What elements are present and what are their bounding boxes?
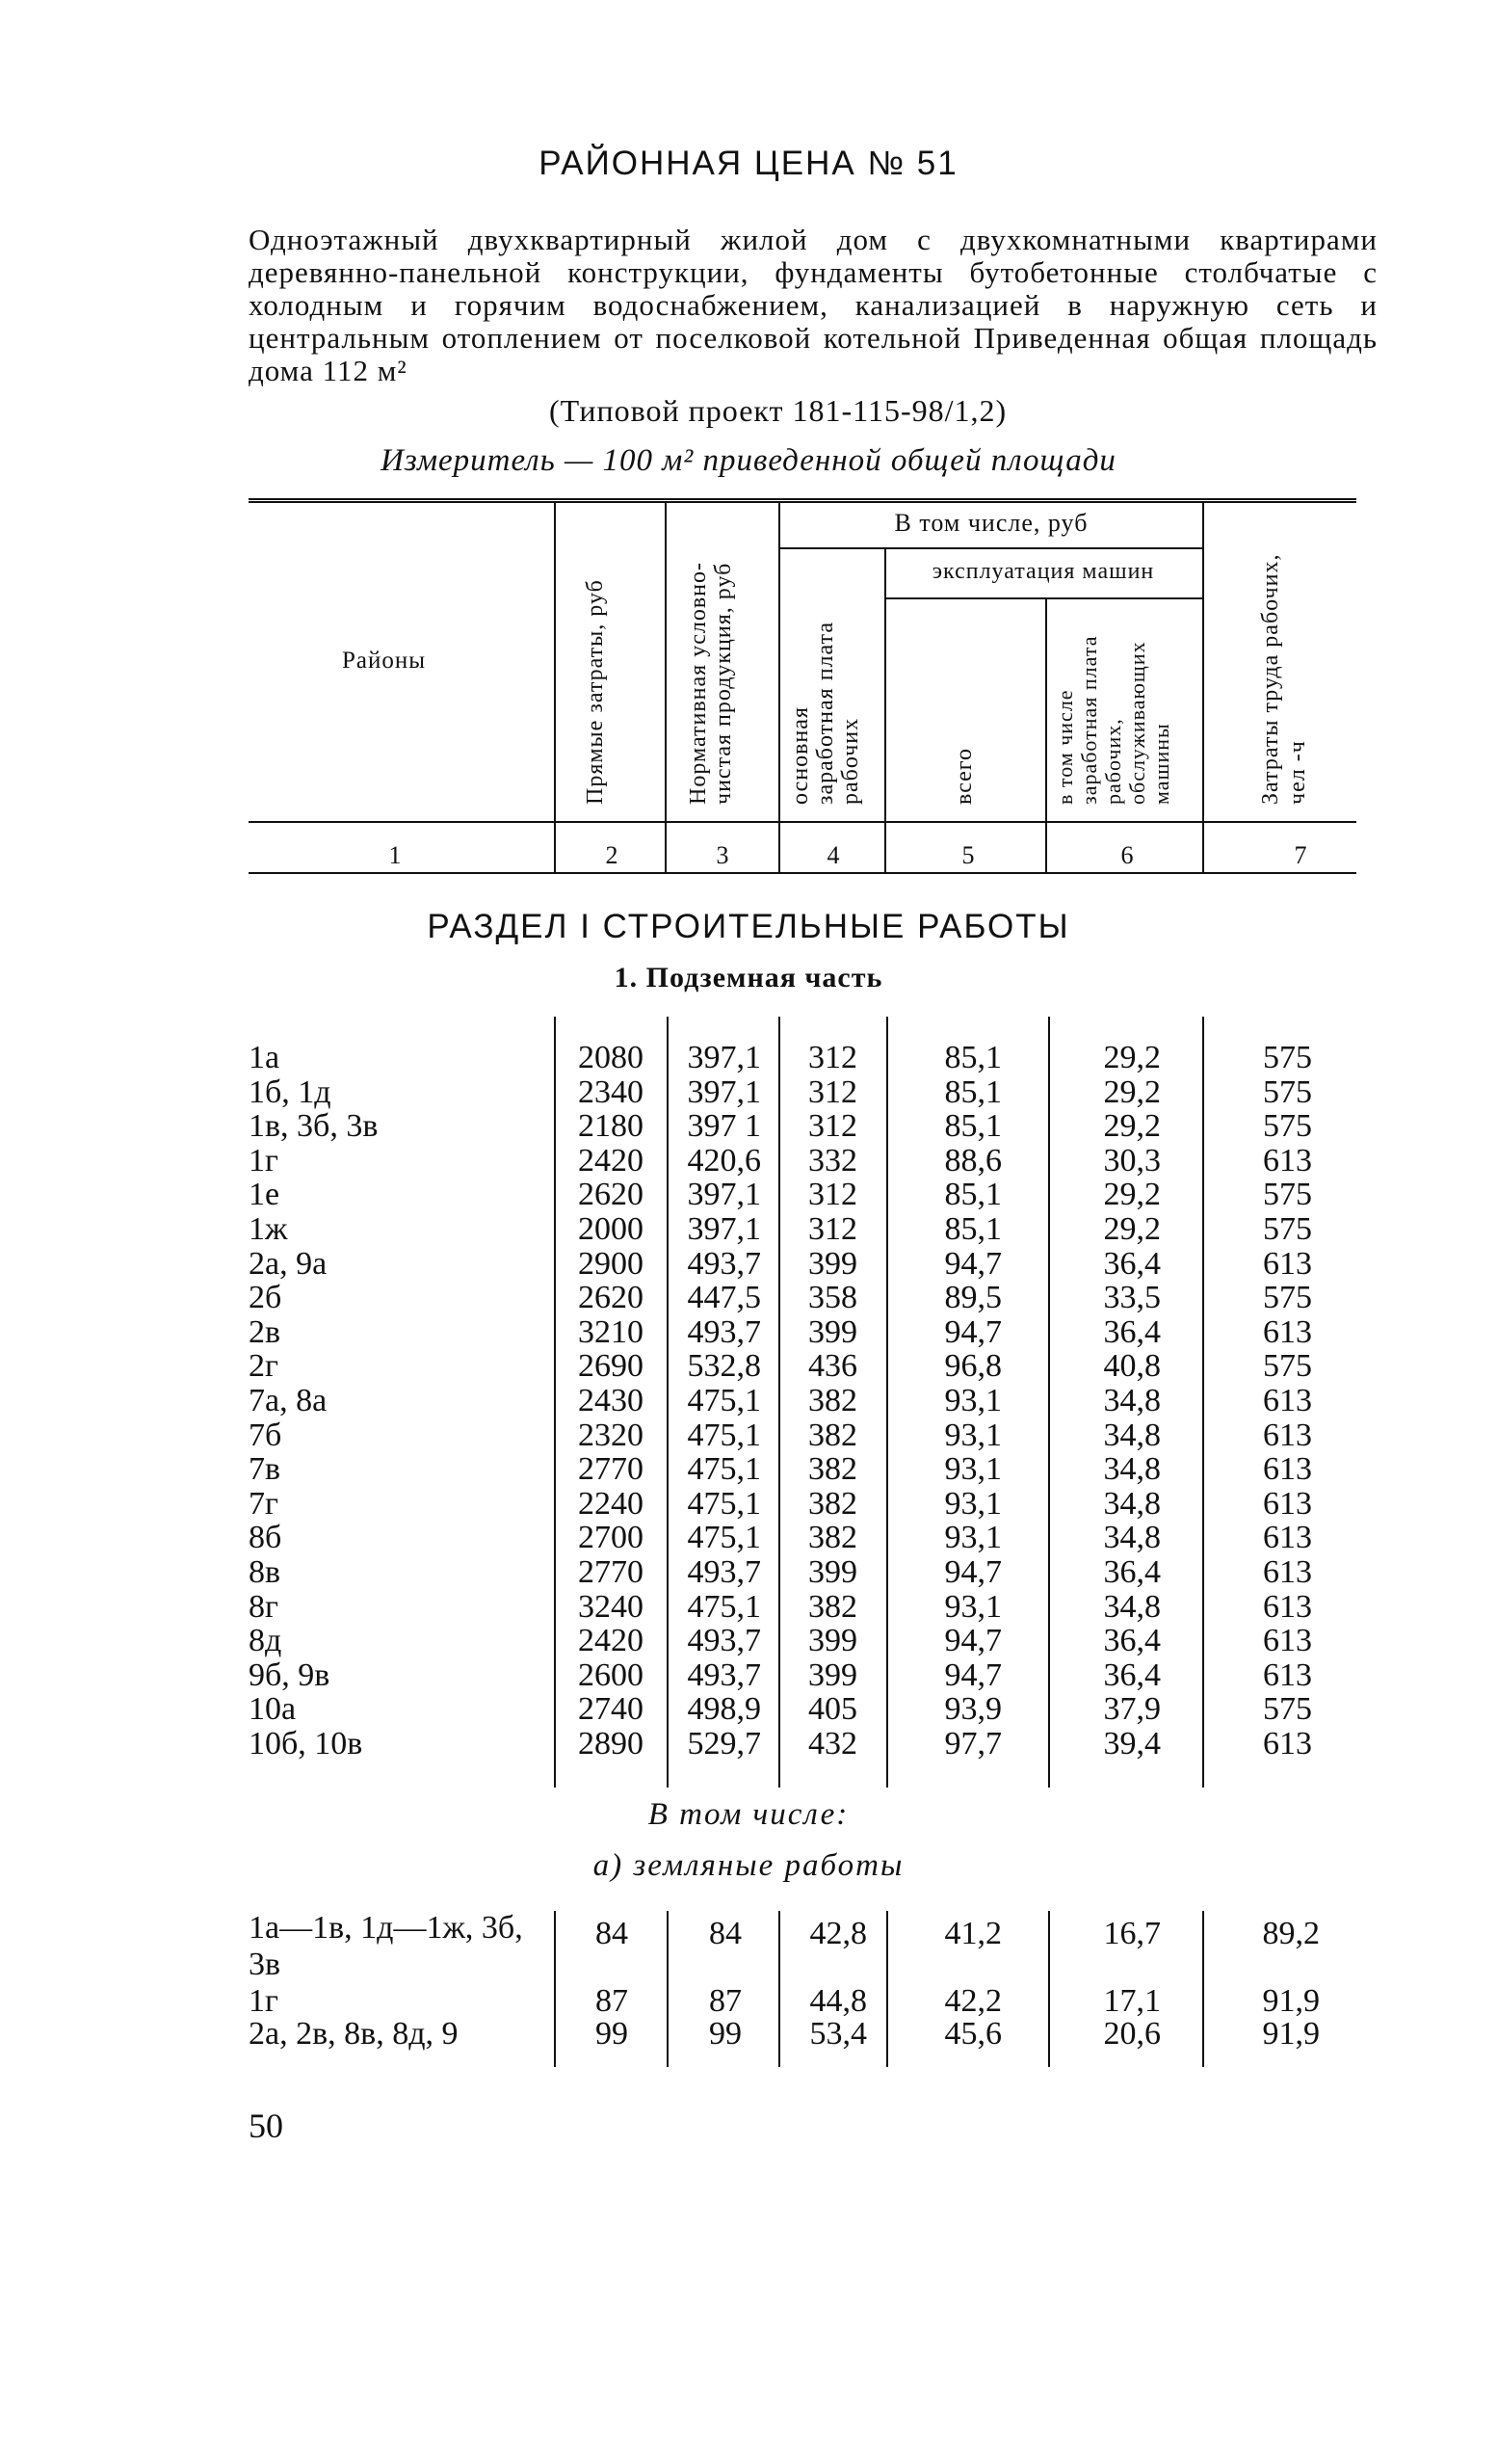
region-cell: 7г	[249, 1485, 278, 1522]
header-normative-output-text: Нормативная условно-чистая продукция, руб	[686, 561, 736, 805]
value-cell-c3: 397,1	[687, 1211, 761, 1247]
value-cell-c4: 382	[808, 1520, 857, 1556]
region-cell: 10а	[249, 1691, 297, 1728]
value-cell-c2: 2900	[578, 1245, 643, 1282]
value-cell-c2: 3240	[578, 1588, 643, 1625]
table-row	[0, 1349, 1497, 1384]
value-cell-c5: 94,7	[944, 1245, 1002, 1282]
value-cell-c3: 493,7	[687, 1245, 761, 1282]
value-cell-c6: 39,4	[1103, 1726, 1161, 1762]
value-cell-c7: 613	[1263, 1417, 1312, 1453]
value-cell-c5: 89,5	[944, 1280, 1002, 1316]
value-cell-c4: 312	[808, 1177, 857, 1213]
value-cell-c5: 94,7	[944, 1313, 1002, 1350]
value-cell-c5: 93,1	[944, 1520, 1002, 1556]
table-row	[0, 1521, 1497, 1555]
value-cell-c2: 2700	[578, 1520, 643, 1556]
value-cell-c4: 312	[808, 1211, 857, 1247]
value-cell-c4: 399	[808, 1623, 857, 1659]
table-row	[0, 1555, 1497, 1590]
value-cell-c3: 420,6	[687, 1142, 761, 1179]
value-cell-c7: 575	[1263, 1348, 1312, 1385]
region-cell: 1е	[249, 1177, 280, 1213]
page-number: 50	[249, 2106, 283, 2145]
value-cell-c6: 29,2	[1103, 1211, 1161, 1247]
value-cell-c4: 436	[808, 1348, 857, 1385]
header-direct-costs-text: Прямые затраты, руб	[583, 579, 608, 805]
table-row	[0, 1212, 1497, 1247]
value-cell-c5: 93,1	[944, 1451, 1002, 1488]
value-cell-c3: 498,9	[687, 1691, 761, 1728]
value-cell-c2: 2620	[578, 1177, 643, 1213]
region-cell-continued: 3в	[249, 1947, 281, 1982]
value-cell-c4: 312	[808, 1108, 857, 1145]
table-row	[0, 1487, 1497, 1522]
value-cell-c6: 34,8	[1103, 1451, 1161, 1488]
earthworks-label: а) земляные работы	[592, 1848, 905, 1883]
value-cell-c2: 2000	[578, 1211, 643, 1247]
value-cell-c2: 2740	[578, 1691, 643, 1728]
description: Одноэтажный двухквартирный жилой дом с двухкомнатными квартирами деревянно-панельной конструкции, фундаменты бутобетонные столбчатые с холодным и горячим водоснабжением, канализацией в наружную сеть и центральным отоплением от поселковой котельной Приведенная общая площадь дома 112 м²	[249, 223, 1378, 387]
value-cell-c4: 312	[808, 1040, 857, 1075]
col-divider-3	[778, 501, 780, 872]
value-cell-c3: 99	[709, 2016, 742, 2052]
value-cell-c6: 17,1	[1103, 1983, 1161, 2019]
header-direct-costs	[583, 544, 609, 805]
header-base-wage	[788, 583, 863, 805]
value-cell-c2: 2620	[578, 1280, 643, 1316]
value-cell-c7: 613	[1263, 1451, 1312, 1488]
value-cell-c6: 29,2	[1103, 1040, 1161, 1075]
table-row	[0, 1315, 1497, 1350]
value-cell-c7: 575	[1263, 1108, 1312, 1145]
value-cell-c5: 88,6	[944, 1142, 1002, 1179]
value-cell-c5: 85,1	[944, 1040, 1002, 1075]
project-reference: (Типовой проект 181-115-98/1,2)	[549, 393, 1008, 428]
value-cell-c7: 613	[1263, 1245, 1312, 1282]
value-cell-c3: 397,1	[687, 1177, 761, 1213]
value-cell-c4: 382	[808, 1485, 857, 1522]
value-cell-c3: 493,7	[687, 1313, 761, 1350]
value-cell-c5: 93,9	[944, 1691, 1002, 1728]
value-cell-c6: 34,8	[1103, 1485, 1161, 1522]
value-cell-c6: 16,7	[1103, 1916, 1161, 1951]
value-cell-c4: 53,4	[809, 2016, 867, 2052]
value-cell-c4: 42,8	[809, 1916, 867, 1951]
header-bottom-rule	[249, 821, 1356, 823]
value-cell-c6: 33,5	[1103, 1280, 1161, 1316]
earth-divider-6	[1202, 1911, 1204, 2067]
value-cell-c3: 397 1	[687, 1108, 761, 1145]
value-cell-c6: 36,4	[1103, 1656, 1161, 1693]
table-row	[0, 1727, 1497, 1762]
header-total-text: всего	[952, 747, 977, 805]
value-cell-c7: 613	[1263, 1142, 1312, 1179]
value-cell-c4: 382	[808, 1451, 857, 1488]
value-cell-c2: 2340	[578, 1073, 643, 1110]
value-cell-c3: 87	[709, 1983, 742, 2019]
value-cell-c4: 399	[808, 1656, 857, 1693]
header-machine-wage-text: в том числе заработная плата рабочих, обслуживающих машины	[1053, 635, 1173, 805]
value-cell-c2: 84	[595, 1916, 628, 1951]
value-cell-c7: 613	[1263, 1656, 1312, 1693]
value-cell-c4: 358	[808, 1280, 857, 1316]
table-row	[0, 1041, 1497, 1075]
value-cell-c2: 2180	[578, 1108, 643, 1145]
value-cell-c6: 29,2	[1103, 1177, 1161, 1213]
value-cell-c3: 493,7	[687, 1554, 761, 1590]
table-row	[0, 1590, 1497, 1625]
value-cell-c5: 85,1	[944, 1108, 1002, 1145]
region-cell: 1б, 1д	[249, 1073, 331, 1110]
region-cell: 8г	[249, 1588, 278, 1625]
table-row	[0, 1109, 1497, 1144]
value-cell-c2: 87	[595, 1983, 628, 2019]
value-cell-c7: 613	[1263, 1520, 1312, 1556]
value-cell-c2: 2420	[578, 1142, 643, 1179]
value-cell-c7: 575	[1263, 1280, 1312, 1316]
value-cell-c7: 613	[1263, 1623, 1312, 1659]
value-cell-c3: 475,1	[687, 1451, 761, 1488]
table-row	[0, 1624, 1497, 1658]
value-cell-c2: 2240	[578, 1485, 643, 1522]
value-cell-c2: 2890	[578, 1726, 643, 1762]
value-cell-c3: 532,8	[687, 1348, 761, 1385]
value-cell-c6: 34,8	[1103, 1588, 1161, 1625]
value-cell-c7: 89,2	[1262, 1916, 1320, 1951]
header-labor-costs	[1257, 516, 1311, 805]
value-cell-c4: 399	[808, 1245, 857, 1282]
col-number-4: 4	[827, 841, 840, 869]
col-divider-6	[1202, 501, 1204, 872]
col-number-5: 5	[961, 841, 975, 869]
region-cell: 1г	[249, 1142, 278, 1179]
header-machine-operation: эксплуатация машин	[932, 559, 1155, 584]
col-number-2: 2	[605, 841, 618, 869]
value-cell-c5: 94,7	[944, 1656, 1002, 1693]
col-divider-5	[1045, 599, 1047, 872]
region-cell: 8в	[249, 1554, 281, 1590]
value-cell-c7: 575	[1263, 1040, 1312, 1075]
header-top-rule-2	[249, 501, 1356, 503]
value-cell-c4: 312	[808, 1073, 857, 1110]
earth-divider-1	[554, 1911, 556, 2067]
value-cell-c2: 2080	[578, 1040, 643, 1075]
value-cell-c6: 30,3	[1103, 1142, 1161, 1179]
table-row	[0, 1247, 1497, 1282]
value-cell-c7: 575	[1263, 1177, 1312, 1213]
value-cell-c4: 399	[808, 1313, 857, 1350]
value-cell-c5: 93,1	[944, 1485, 1002, 1522]
value-cell-c4: 399	[808, 1554, 857, 1590]
header-base-wage-text: основная заработная плата рабочих	[788, 622, 863, 805]
region-cell: 8д	[249, 1623, 282, 1659]
region-cell: 1г	[249, 1983, 278, 2019]
value-cell-c3: 475,1	[687, 1588, 761, 1625]
col-divider-1	[554, 501, 556, 872]
value-cell-c7: 91,9	[1262, 1983, 1320, 2019]
value-cell-c2: 2770	[578, 1554, 643, 1590]
value-cell-c3: 475,1	[687, 1417, 761, 1453]
value-cell-c2: 3210	[578, 1313, 643, 1350]
measure-unit: Измеритель — 100 м² приведенной общей площади	[381, 443, 1116, 478]
value-cell-c6: 37,9	[1103, 1691, 1161, 1728]
value-cell-c4: 44,8	[809, 1983, 867, 2019]
region-cell: 7б	[249, 1417, 282, 1453]
table-row	[0, 1144, 1497, 1179]
header-in-total: В том числе, руб	[894, 509, 1089, 537]
value-cell-c6: 36,4	[1103, 1313, 1161, 1350]
value-cell-c6: 40,8	[1103, 1348, 1161, 1385]
value-cell-c3: 475,1	[687, 1520, 761, 1556]
value-cell-c4: 382	[808, 1383, 857, 1418]
value-cell-c3: 447,5	[687, 1280, 761, 1316]
table-row	[0, 1384, 1497, 1418]
col-number-1: 1	[388, 841, 402, 869]
header-rule-in-total	[780, 547, 1202, 549]
table-row	[0, 1658, 1497, 1693]
region-cell: 1а	[249, 1040, 280, 1075]
table-row	[0, 1452, 1497, 1487]
value-cell-c7: 575	[1263, 1691, 1312, 1728]
value-cell-c6: 20,6	[1103, 2016, 1161, 2052]
col-number-7: 7	[1294, 841, 1307, 869]
value-cell-c2: 2600	[578, 1656, 643, 1693]
value-cell-c5: 85,1	[944, 1211, 1002, 1247]
col-divider-4	[884, 549, 886, 872]
value-cell-c2: 2420	[578, 1623, 643, 1659]
value-cell-c2: 2690	[578, 1348, 643, 1385]
value-cell-c3: 475,1	[687, 1485, 761, 1522]
value-cell-c6: 29,2	[1103, 1073, 1161, 1110]
value-cell-c7: 575	[1263, 1211, 1312, 1247]
value-cell-c5: 85,1	[944, 1073, 1002, 1110]
col-divider-2	[665, 501, 667, 872]
value-cell-c5: 93,1	[944, 1417, 1002, 1453]
header-total	[952, 612, 978, 805]
value-cell-c2: 2320	[578, 1417, 643, 1453]
value-cell-c7: 575	[1263, 1073, 1312, 1110]
value-cell-c3: 397,1	[687, 1073, 761, 1110]
region-cell: 1ж	[249, 1211, 288, 1247]
earth-divider-4	[886, 1911, 888, 2067]
header-regions: Районы	[342, 648, 427, 674]
region-cell: 2в	[249, 1313, 281, 1350]
col-number-3: 3	[716, 841, 729, 869]
value-cell-c4: 382	[808, 1588, 857, 1625]
value-cell-c5: 42,2	[944, 1983, 1002, 2019]
header-rule-machines	[884, 597, 1202, 599]
value-cell-c5: 97,7	[944, 1726, 1002, 1762]
table-row	[0, 1178, 1497, 1212]
header-labor-costs-text: Затраты труда рабочих, чел -ч	[1258, 553, 1310, 805]
region-cell: 1а—1в, 1д—1ж, 3б,	[249, 1910, 523, 1946]
table-row	[0, 1418, 1497, 1453]
value-cell-c3: 529,7	[687, 1726, 761, 1762]
value-cell-c5: 94,7	[944, 1554, 1002, 1590]
value-cell-c7: 613	[1263, 1383, 1312, 1418]
value-cell-c6: 29,2	[1103, 1108, 1161, 1145]
value-cell-c2: 2430	[578, 1383, 643, 1418]
value-cell-c7: 613	[1263, 1726, 1312, 1762]
region-cell: 10б, 10в	[249, 1726, 363, 1762]
region-cell: 1в, 3б, 3в	[249, 1108, 379, 1145]
region-cell: 2б	[249, 1280, 282, 1316]
value-cell-c5: 45,6	[944, 2016, 1002, 2052]
value-cell-c6: 34,8	[1103, 1383, 1161, 1418]
including-label: В том числе:	[647, 1797, 850, 1832]
table-row	[0, 1281, 1497, 1315]
section-title: РАЗДЕЛ I СТРОИТЕЛЬНЫЕ РАБОТЫ	[427, 908, 1070, 945]
earth-divider-5	[1048, 1911, 1050, 2067]
value-cell-c5: 96,8	[944, 1348, 1002, 1385]
subsection-title: 1. Подземная часть	[614, 962, 883, 994]
region-cell: 9б, 9в	[249, 1656, 330, 1693]
region-cell: 8б	[249, 1520, 282, 1556]
region-cell: 7а, 8а	[249, 1383, 328, 1418]
value-cell-c7: 613	[1263, 1485, 1312, 1522]
earth-divider-2	[667, 1911, 669, 2067]
value-cell-c5: 94,7	[944, 1623, 1002, 1659]
value-cell-c4: 382	[808, 1417, 857, 1453]
colnum-bottom-rule	[249, 872, 1356, 874]
region-cell: 2а, 9а	[249, 1245, 328, 1282]
header-top-rule	[249, 498, 1356, 500]
region-cell: 7в	[249, 1451, 281, 1488]
col-number-6: 6	[1120, 841, 1134, 869]
value-cell-c6: 34,8	[1103, 1417, 1161, 1453]
value-cell-c3: 397,1	[687, 1040, 761, 1075]
header-machine-wage	[1053, 612, 1173, 805]
value-cell-c7: 613	[1263, 1554, 1312, 1590]
value-cell-c5: 41,2	[944, 1916, 1002, 1951]
value-cell-c2: 99	[595, 2016, 628, 2052]
value-cell-c6: 36,4	[1103, 1245, 1161, 1282]
value-cell-c4: 332	[808, 1142, 857, 1179]
value-cell-c6: 34,8	[1103, 1520, 1161, 1556]
value-cell-c7: 613	[1263, 1588, 1312, 1625]
value-cell-c3: 475,1	[687, 1383, 761, 1418]
value-cell-c5: 93,1	[944, 1588, 1002, 1625]
table-row	[0, 1692, 1497, 1727]
table-row	[0, 1075, 1497, 1110]
value-cell-c3: 84	[709, 1916, 742, 1951]
page-title: РАЙОННАЯ ЦЕНА № 51	[538, 145, 959, 182]
value-cell-c6: 36,4	[1103, 1554, 1161, 1590]
value-cell-c4: 405	[808, 1691, 857, 1728]
value-cell-c3: 493,7	[687, 1656, 761, 1693]
region-cell: 2г	[249, 1348, 278, 1385]
region-cell: 2а, 2в, 8в, 8д, 9	[249, 2016, 459, 2052]
value-cell-c5: 85,1	[944, 1177, 1002, 1213]
value-cell-c2: 2770	[578, 1451, 643, 1488]
earth-divider-3	[778, 1911, 780, 2067]
value-cell-c3: 493,7	[687, 1623, 761, 1659]
value-cell-c7: 613	[1263, 1313, 1312, 1350]
header-normative-output	[686, 511, 736, 805]
value-cell-c7: 91,9	[1262, 2016, 1320, 2052]
value-cell-c5: 93,1	[944, 1383, 1002, 1418]
value-cell-c4: 432	[808, 1726, 857, 1762]
value-cell-c6: 36,4	[1103, 1623, 1161, 1659]
